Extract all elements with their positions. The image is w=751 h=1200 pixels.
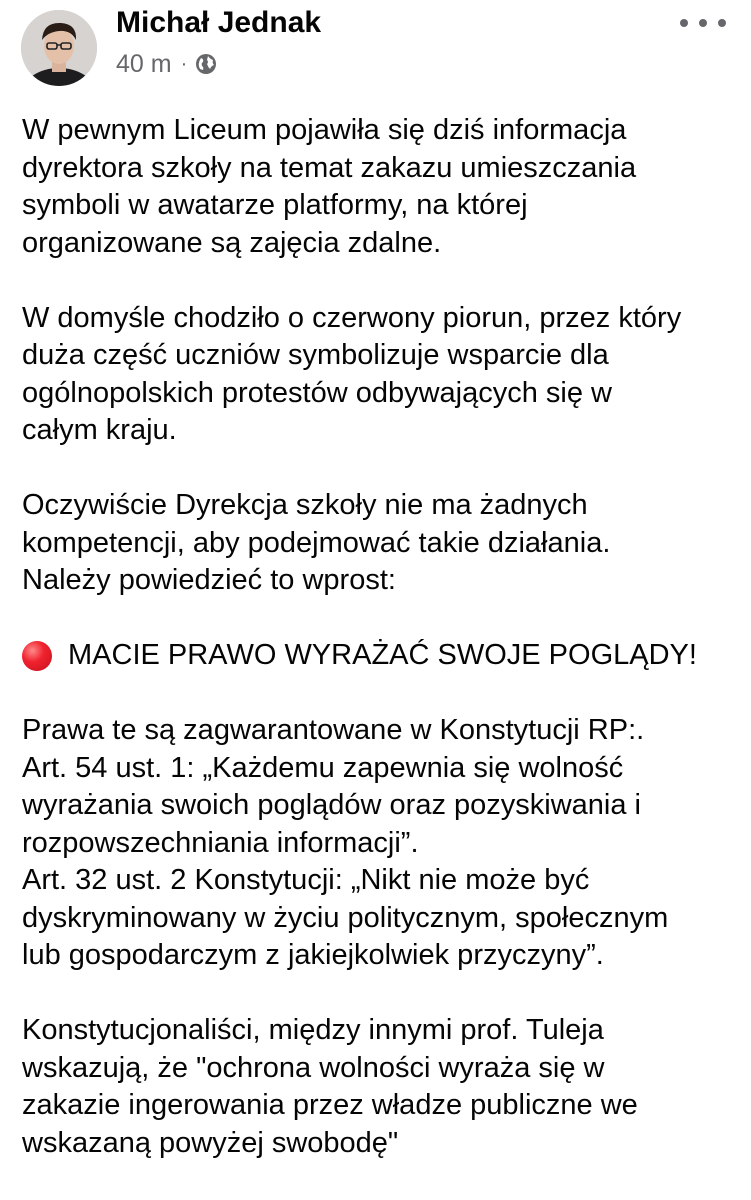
post-body xyxy=(22,112,737,1200)
article-32-quote: Art. 32 ust. 2 Konstytucji: „Nikt nie może być dyskryminowany w życiu politycznym, społecznym lub gospodarczym z jakiejkolwiek przyczyny”. xyxy=(22,864,669,971)
post-header xyxy=(0,0,751,100)
highlight-text: MACIE PRAWO WYRAŻAĆ SWOJE POGLĄDY! xyxy=(68,639,697,671)
post-paragraph: Konstytucjonaliści, między innymi prof. Tuleja wskazują, że "ochrona wolności wyraża się w zakazie ingerowania przez władze publiczne we wskazaną powyżej swobodę" xyxy=(22,1014,638,1159)
author-name[interactable]: Michał Jednak xyxy=(116,6,322,39)
author-avatar[interactable] xyxy=(21,10,97,86)
post-paragraph: Oczywiście Dyrekcja szkoły nie ma żadnych kompetencji, aby podejmować takie działania. Należy powiedzieć to wprost: xyxy=(22,489,611,596)
more-options-button[interactable] xyxy=(680,8,726,38)
post-meta xyxy=(116,47,218,81)
more-horizontal-icon xyxy=(680,19,688,27)
highlight-line xyxy=(22,637,737,675)
meta-separator: · xyxy=(180,52,188,75)
law-intro: Prawa te są zagwarantowane w Konstytucji RP:. xyxy=(22,714,645,746)
more-horizontal-icon xyxy=(718,19,726,27)
avatar-photo xyxy=(21,10,97,86)
post-paragraph: W domyśle chodziło o czerwony piorun, przez który duża część uczniów symbolizuje wsparcie dla ogólnopolskich protestów odbywających się w całym kraju. xyxy=(22,301,682,446)
article-54-quote: Art. 54 ust. 1: „Każdemu zapewnia się wolność wyrażania swoich poglądów oraz pozyskiwania i rozpowszechniania informacji”. xyxy=(22,751,641,859)
post-time[interactable]: 40 m xyxy=(116,49,172,78)
more-horizontal-icon xyxy=(699,19,707,27)
post-paragraph: W pewnym Liceum pojawiła się dziś informacja dyrektora szkoły na temat zakazu umieszczania symboli w awatarze platformy, na której organizowane są zajęcia zdalne. xyxy=(22,114,637,259)
globe-icon[interactable] xyxy=(194,52,218,76)
red-circle-icon xyxy=(22,641,52,671)
